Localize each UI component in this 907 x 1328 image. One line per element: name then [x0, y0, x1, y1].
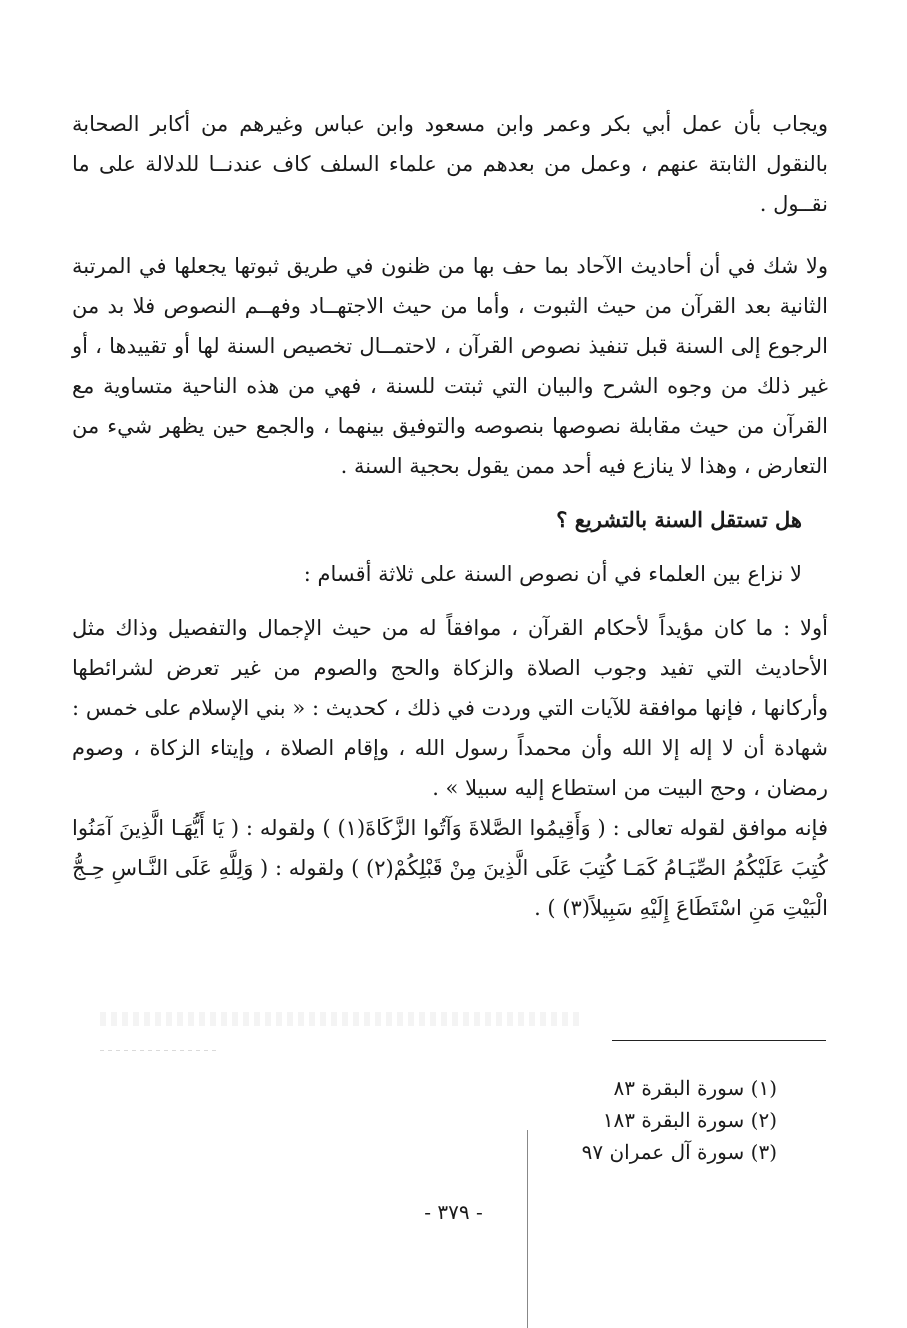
footnote-3: (٣) سورة آل عمران ٩٧ [581, 1140, 777, 1164]
page-number: - ٣٧٩ - [424, 1200, 483, 1224]
footnote-2: (٢) سورة البقرة ١٨٣ [602, 1108, 777, 1132]
paragraph-4: أولا : ما كان مؤيداً لأحكام القرآن ، موافقاً له من حيث الإجمال والتفصيل وذاك مثل الأحاديث التي تفيد وجوب الصلاة والزكاة والحج والصوم من غير تعرض لشرائطها وأركانها ، فإنها موافقة للآيات التي وردت في ذلك ، كحديث : « بني الإسلام على خمس : شهادة أن لا إله إلا الله وأن محمداً رسول الله ، وإقام الصلاة ، وإيتاء الزكاة ، وصوم رمضان ، وحج البيت من استطاع إليه سبيلا » . [72, 616, 828, 800]
section-heading: هل تستقل السنة بالتشريع ؟ [556, 507, 802, 532]
paragraph-5: فإنه موافق لقوله تعالى : ( وَأَقِيمُوا الصَّلاةَ وَآتُوا الزَّكَاةَ(١) ) ولقوله : ( يَا أَيُّهَـا الَّذِينَ آمَنُوا كُتِبَ عَلَيْكُمُ الصِّيَـامُ كَمَـا كُتِبَ عَلَى الَّذِينَ مِنْ قَبْلِكُمْ(٢) ) ولقوله : ( وَلِلَّهِ عَلَى النَّـاسِ حِـجُّ الْبَيْتِ مَنِ اسْتَطَاعَ إِلَيْهِ سَبِيلاً(٣) ) . [72, 816, 828, 920]
scan-margin-line [527, 1130, 528, 1328]
page-body [72, 104, 828, 928]
bleed-through-smudge [100, 1012, 580, 1026]
paragraph-1: ويجاب بأن عمل أبي بكر وعمر وابن مسعود وابن عباس وغيرهم من أكابر الصحابة بالنقول الثابتة عنهم ، وعمل من بعدهم من علماء السلف كاف عندنــا للدلالة على ما نقــول . [72, 112, 828, 216]
footnotes [582, 1072, 777, 1168]
bleed-through-line [100, 1050, 220, 1051]
paragraph-3: لا نزاع بين العلماء في أن نصوص السنة على ثلاثة أقسام : [303, 562, 802, 586]
paragraph-2: ولا شك في أن أحاديث الآحاد بما حف بها من ظنون في طريق ثبوتها يجعلها في المرتبة الثانية بعد القرآن من حيث الثبوت ، وأما من حيث الاجتهــاد وفهــم النصوص فلا بد من الرجوع إلى السنة قبل تنفيذ نصوص القرآن ، لاحتمــال تخصيص السنة لها أو تقييدها ، أو غير ذلك من وجوه الشرح والبيان التي ثبتت للسنة ، فهي من هذه الناحية متساوية مع القرآن من حيث مقابلة نصوصها بنصوصه والتوفيق بينهما ، والجمع حين يظهر شيء من التعارض ، وهذا لا ينازع فيه أحد ممن يقول بحجية السنة . [72, 254, 828, 478]
footnote-divider [612, 1040, 826, 1041]
footnote-1: (١) سورة البقرة ٨٣ [613, 1076, 777, 1100]
